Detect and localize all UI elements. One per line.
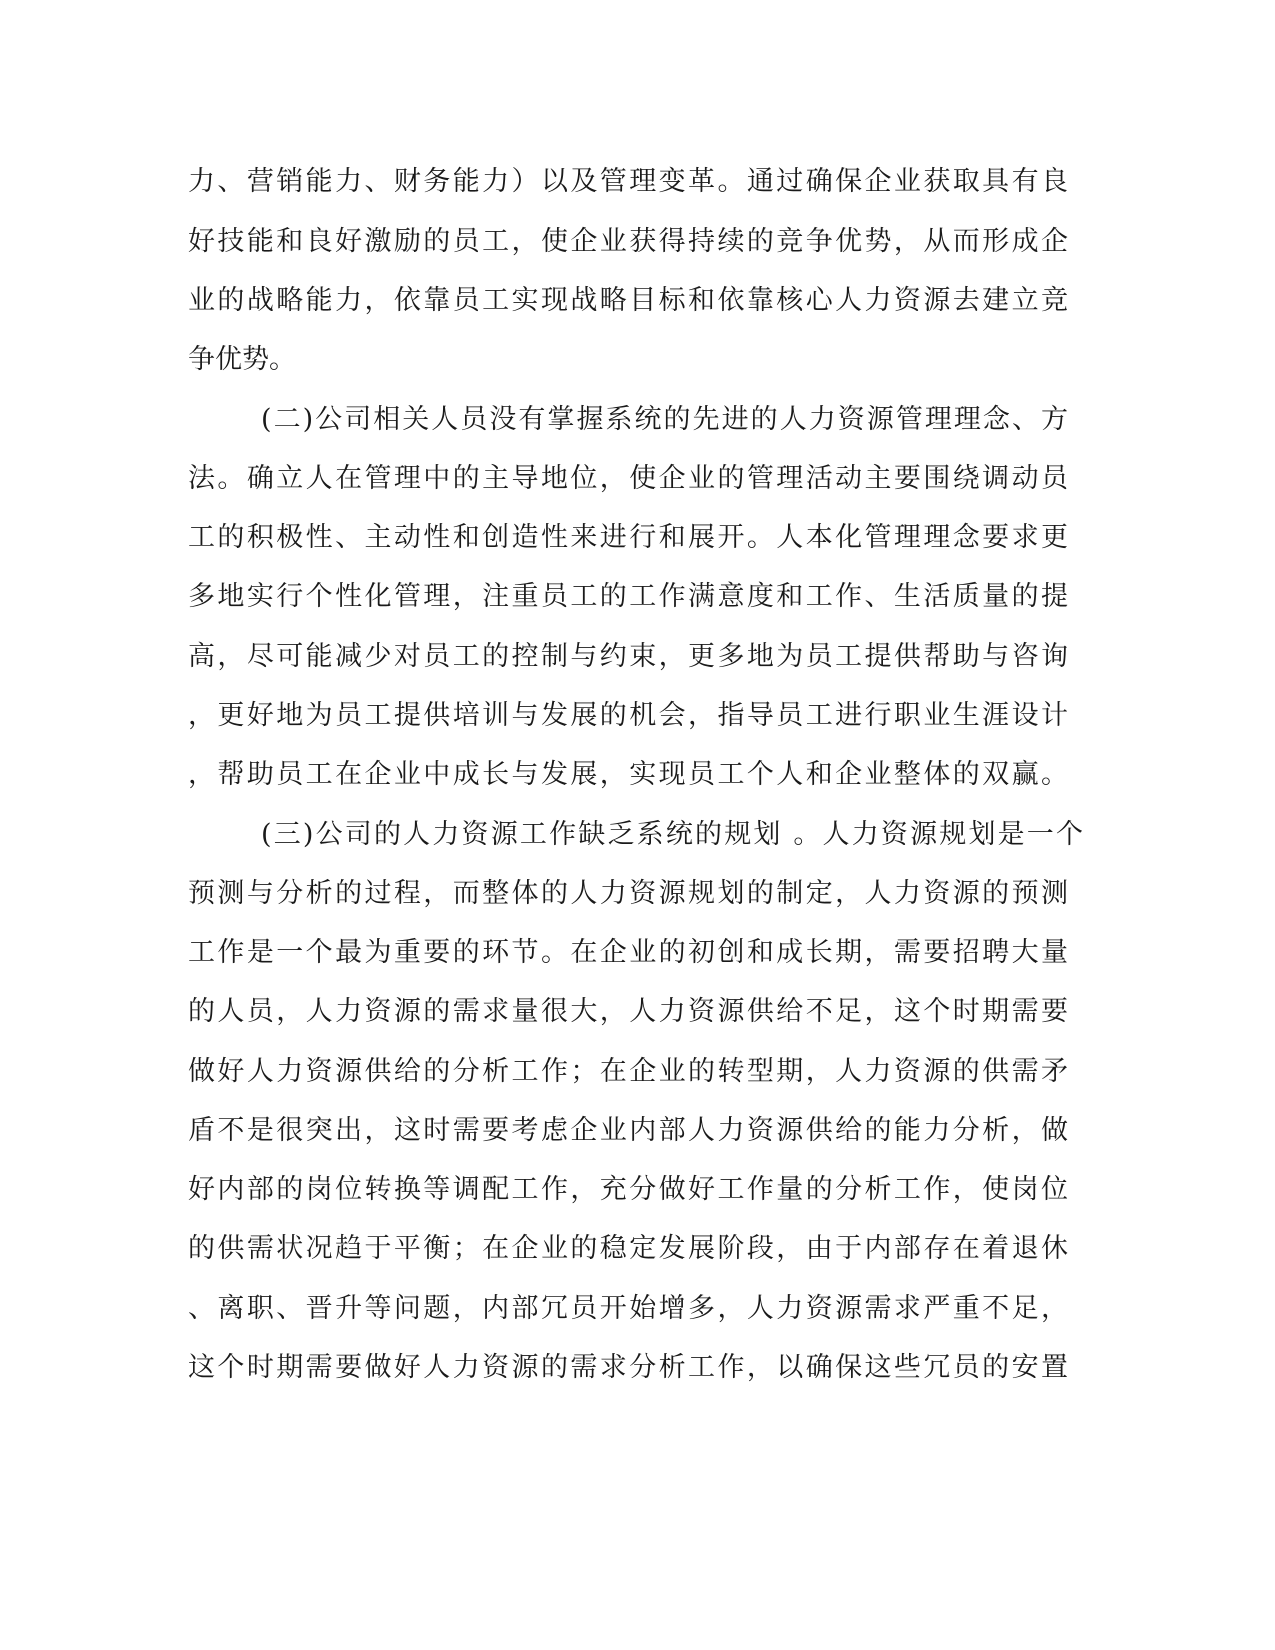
text-line: 工的积极性、主动性和创造性来进行和展开。人本化管理理念要求更 — [188, 522, 1068, 553]
text-line: 、离职、晋升等问题，内部冗员开始增多，人力资源需求严重不足， — [188, 1293, 1068, 1324]
text-line: ，帮助员工在企业中成长与发展，实现员工个人和企业整体的双赢。 — [188, 759, 1068, 790]
text-line: 好内部的岗位转换等调配工作，充分做好工作量的分析工作，使岗位 — [188, 1174, 1068, 1205]
text-line: 多地实行个性化管理，注重员工的工作满意度和工作、生活质量的提 — [188, 581, 1068, 612]
text-line: 盾不是很突出，这时需要考虑企业内部人力资源供给的能力分析，做 — [188, 1115, 1068, 1146]
text-line: 这个时期需要做好人力资源的需求分析工作，以确保这些冗员的安置 — [188, 1352, 1068, 1383]
text-line: 的人员，人力资源的需求量很大，人力资源供给不足，这个时期需要 — [188, 996, 1068, 1027]
text-line: 工作是一个最为重要的环节。在企业的初创和成长期，需要招聘大量 — [188, 937, 1068, 968]
text-line: 争优势。 — [188, 344, 296, 375]
text-line: ，更好地为员工提供培训与发展的机会，指导员工进行职业生涯设计 — [188, 700, 1068, 731]
text-line: 业的战略能力，依靠员工实现战略目标和依靠核心人力资源去建立竞 — [188, 285, 1068, 316]
text-line: 的供需状况趋于平衡；在企业的稳定发展阶段，由于内部存在着退休 — [188, 1233, 1068, 1264]
paragraph-heading-2: (二)公司相关人员没有掌握系统的先进的人力资源管理理念、方 — [261, 404, 1068, 435]
text-line: 做好人力资源供给的分析工作；在企业的转型期，人力资源的供需矛 — [188, 1056, 1068, 1087]
text-line: 好技能和良好激励的员工，使企业获得持续的竞争优势，从而形成企 — [188, 226, 1068, 257]
paragraph-heading-3: (三)公司的人力资源工作缺乏系统的规划 。人力资源规划是一个 — [261, 819, 1083, 850]
text-line: 预测与分析的过程，而整体的人力资源规划的制定，人力资源的预测 — [188, 878, 1068, 909]
text-line: 力、营销能力、财务能力）以及管理变革。通过确保企业获取具有良 — [188, 166, 1068, 197]
text-line: 法。确立人在管理中的主导地位，使企业的管理活动主要围绕调动员 — [188, 463, 1068, 494]
text-line: 高，尽可能减少对员工的控制与约束，更多地为员工提供帮助与咨询 — [188, 641, 1068, 672]
